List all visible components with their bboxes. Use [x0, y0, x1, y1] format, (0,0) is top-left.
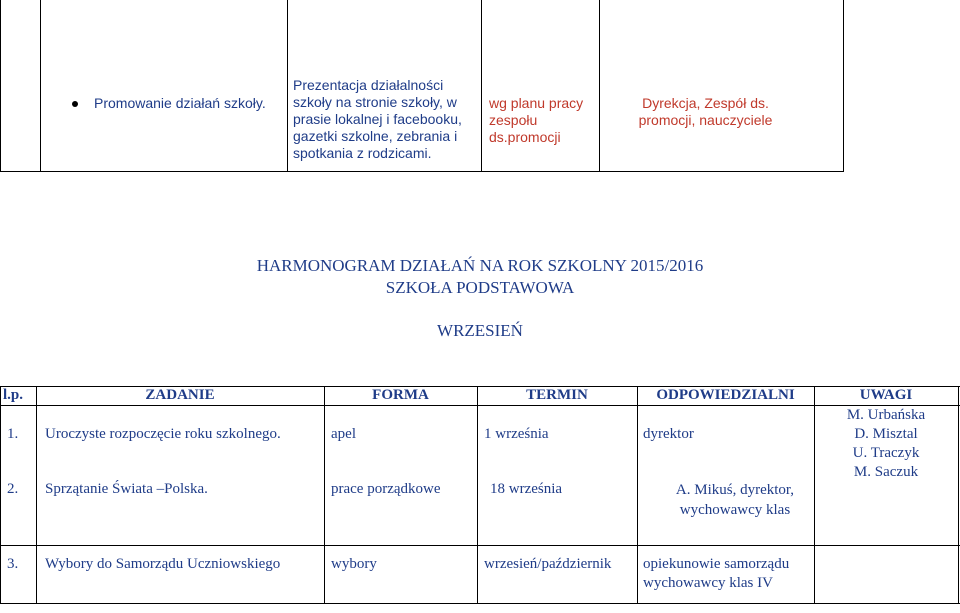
row-lp: 1. — [7, 426, 19, 442]
row-form: prace porządkowe — [331, 481, 441, 497]
row-responsible: dyrektor — [643, 426, 694, 442]
notes-cell: M. Urbańska D. Misztal U. Traczyk M. Saczuk — [846, 407, 926, 480]
row-task: Sprzątanie Świata –Polska. — [45, 481, 208, 497]
term-cell: wg planu pracy zespołu ds.promocji — [489, 95, 584, 145]
row-term: 18 września — [490, 481, 563, 497]
header-task: ZADANIE — [145, 387, 215, 403]
header-term: TERMIN — [526, 387, 588, 403]
responsible-cell: Dyrekcja, Zespół ds. promocji, nauczyciele — [638, 95, 773, 128]
header-form: FORMA — [372, 387, 429, 403]
row-lp: 2. — [7, 481, 19, 497]
row-responsible: A. Mikuś, dyrektor, wychowawcy klas — [675, 482, 795, 518]
month-heading: WRZESIEŃ — [437, 321, 523, 340]
title-line-2: SZKOŁA PODSTAWOWA — [385, 278, 575, 297]
title-line-1: HARMONOGRAM DZIAŁAŃ NA ROK SZKOLNY 2015/2016 — [256, 256, 704, 275]
row-lp: 3. — [7, 556, 19, 572]
row-responsible: opiekunowie samorządu wychowawcy klas IV — [643, 556, 790, 591]
row-form: wybory — [331, 556, 377, 572]
header-responsible: ODPOWIEDZIALNI — [656, 387, 795, 403]
row-term: 1 września — [484, 426, 549, 442]
row-task: Uroczyste rozpoczęcie roku szkolnego. — [45, 426, 281, 442]
header-row — [0, 386, 960, 405]
page-title — [0, 255, 960, 299]
header-lp: l.p. — [3, 387, 24, 403]
bullet-icon — [72, 101, 78, 107]
activity-cell: Promowanie działań szkoły. — [94, 95, 266, 111]
row-form: apel — [331, 426, 356, 442]
header-notes: UWAGI — [859, 387, 913, 403]
row-term: wrzesień/październik — [484, 556, 612, 572]
row-task: Wybory do Samorządu Uczniowskiego — [45, 556, 281, 572]
form-cell: Prezentacja działalności szkoły na stronie szkoły, w prasie lokalnej i facebooku, gazetki szkolne, zebrania i spotkania z rodzicami. — [293, 77, 462, 161]
